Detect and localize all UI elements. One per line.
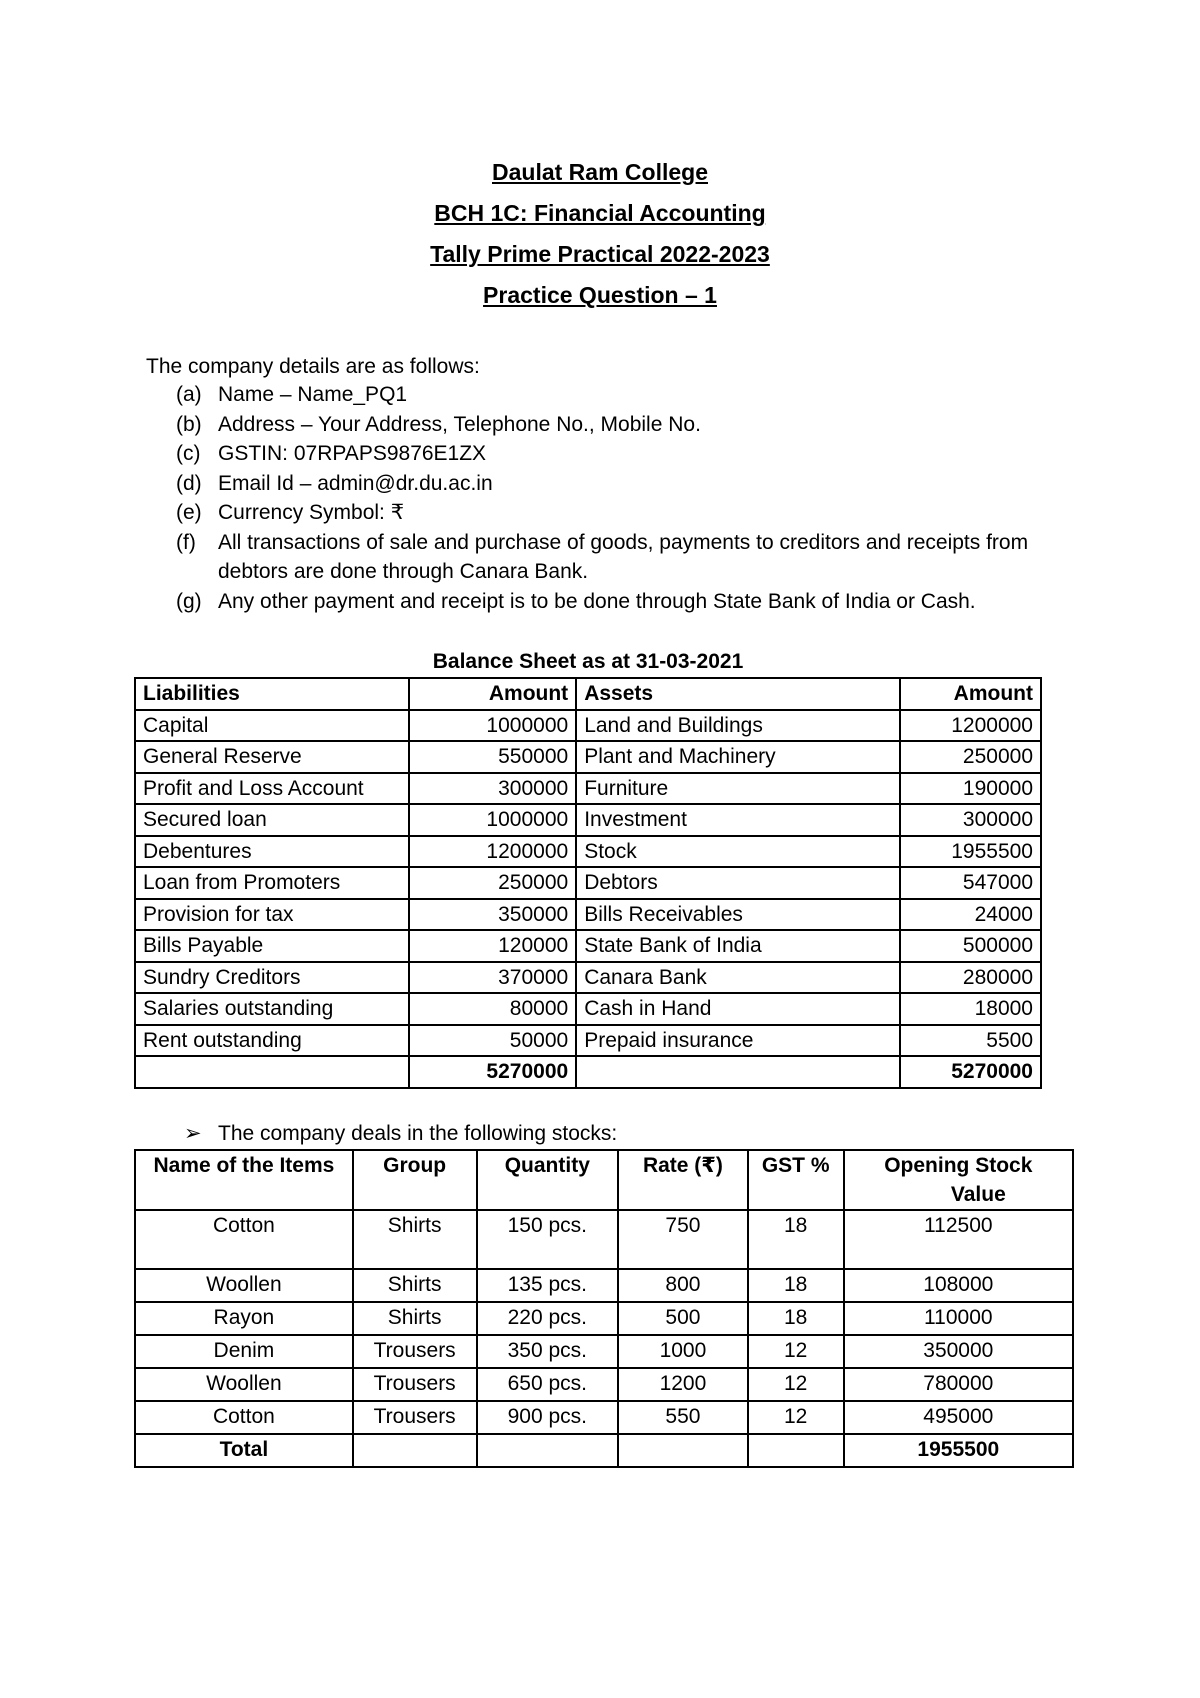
table-row: [135, 1368, 1073, 1401]
header-liabilities: Liabilities: [135, 678, 409, 710]
stock-header-row: [135, 1150, 1073, 1210]
empty-cell: [353, 1434, 477, 1467]
detail-text: Any other payment and receipt is to be done through State Bank of India or Cash.: [218, 589, 976, 613]
empty-cell: [618, 1434, 748, 1467]
header-opening-stock-value: [844, 1150, 1073, 1210]
detail-text: Address – Your Address, Telephone No., Mobile No.: [218, 412, 701, 436]
table-row: [135, 804, 1041, 836]
stock-table: [134, 1149, 1074, 1468]
balance-sheet-title: Balance Sheet as at 31-03-2021: [432, 650, 744, 673]
document-headings: [0, 152, 1200, 316]
liability-amount: 300000: [409, 773, 576, 805]
balance-sheet-table: [134, 677, 1042, 1089]
header-group: Group: [353, 1150, 477, 1210]
table-row: [135, 1269, 1073, 1302]
header-rate: Rate (₹): [618, 1150, 748, 1210]
asset-amount: 547000: [900, 867, 1041, 899]
table-row: [135, 710, 1041, 742]
asset-name: Investment: [576, 804, 900, 836]
item-gst: 18: [748, 1302, 844, 1335]
empty-cell: [135, 1056, 409, 1088]
liability-amount: 1000000: [409, 710, 576, 742]
asset-amount: 5500: [900, 1025, 1041, 1057]
item-quantity: 650 pcs.: [477, 1368, 619, 1401]
item-quantity: 150 pcs.: [477, 1210, 619, 1269]
item-gst: 12: [748, 1335, 844, 1368]
detail-marker: (c): [176, 442, 201, 465]
detail-item: [176, 528, 1046, 587]
total-stock-value: 1955500: [844, 1434, 1073, 1467]
asset-amount: 1200000: [900, 710, 1041, 742]
asset-amount: 24000: [900, 899, 1041, 931]
asset-name: Cash in Hand: [576, 993, 900, 1025]
asset-name: Furniture: [576, 773, 900, 805]
company-details-list: [176, 380, 1046, 616]
asset-name: Stock: [576, 836, 900, 868]
item-value: 780000: [844, 1368, 1073, 1401]
college-title: Daulat Ram College: [492, 159, 708, 185]
liability-amount: 350000: [409, 899, 576, 931]
liability-name: Capital: [135, 710, 409, 742]
header-value-line1: Opening Stock: [884, 1154, 1033, 1177]
company-details-intro: The company details are as follows:: [146, 355, 480, 378]
liability-name: Secured loan: [135, 804, 409, 836]
detail-text: Email Id – admin@dr.du.ac.in: [218, 471, 493, 495]
table-row: [135, 1210, 1073, 1269]
item-quantity: 135 pcs.: [477, 1269, 619, 1302]
total-label: Total: [135, 1434, 353, 1467]
liability-amount: 120000: [409, 930, 576, 962]
header-assets-amount: Amount: [900, 678, 1041, 710]
item-rate: 550: [618, 1401, 748, 1434]
table-row: [135, 836, 1041, 868]
balance-sheet-total-row: [135, 1056, 1041, 1088]
asset-name: Canara Bank: [576, 962, 900, 994]
asset-name: State Bank of India: [576, 930, 900, 962]
stock-intro-text: The company deals in the following stocks:: [218, 1122, 618, 1145]
liability-amount: 50000: [409, 1025, 576, 1057]
liability-amount: 550000: [409, 741, 576, 773]
detail-item: [176, 410, 1046, 440]
detail-marker: (e): [176, 501, 202, 524]
liability-name: Profit and Loss Account: [135, 773, 409, 805]
item-rate: 500: [618, 1302, 748, 1335]
liability-name: Provision for tax: [135, 899, 409, 931]
asset-amount: 280000: [900, 962, 1041, 994]
asset-name: Debtors: [576, 867, 900, 899]
total-liabilities: 5270000: [409, 1056, 576, 1088]
detail-marker: (g): [176, 589, 202, 613]
asset-amount: 300000: [900, 804, 1041, 836]
item-quantity: 900 pcs.: [477, 1401, 619, 1434]
table-row: [135, 773, 1041, 805]
liability-name: General Reserve: [135, 741, 409, 773]
item-group: Shirts: [353, 1210, 477, 1269]
practical-title: Tally Prime Practical 2022-2023: [430, 241, 770, 267]
detail-marker: (b): [176, 412, 202, 436]
liability-name: Debentures: [135, 836, 409, 868]
item-gst: 18: [748, 1269, 844, 1302]
table-row: [135, 993, 1041, 1025]
item-rate: 800: [618, 1269, 748, 1302]
asset-amount: 250000: [900, 741, 1041, 773]
header-liabilities-amount: Amount: [409, 678, 576, 710]
asset-amount: 18000: [900, 993, 1041, 1025]
item-quantity: 220 pcs.: [477, 1302, 619, 1335]
liability-name: Rent outstanding: [135, 1025, 409, 1057]
stock-intro: [184, 1121, 617, 1147]
header-value-line2: Value: [950, 1183, 1006, 1206]
arrow-bullet-icon: ➢: [184, 1122, 202, 1145]
item-group: Trousers: [353, 1368, 477, 1401]
empty-cell: [576, 1056, 900, 1088]
item-group: Trousers: [353, 1335, 477, 1368]
liability-amount: 1200000: [409, 836, 576, 868]
detail-marker: (f): [176, 530, 196, 554]
liability-amount: 370000: [409, 962, 576, 994]
header-quantity: Quantity: [477, 1150, 619, 1210]
asset-name: Prepaid insurance: [576, 1025, 900, 1057]
table-row: [135, 1025, 1041, 1057]
liability-amount: 250000: [409, 867, 576, 899]
detail-marker: (d): [176, 471, 202, 495]
asset-amount: 190000: [900, 773, 1041, 805]
liability-name: Bills Payable: [135, 930, 409, 962]
item-group: Trousers: [353, 1401, 477, 1434]
balance-sheet-header-row: [135, 678, 1041, 710]
item-rate: 1000: [618, 1335, 748, 1368]
item-quantity: 350 pcs.: [477, 1335, 619, 1368]
total-assets: 5270000: [900, 1056, 1041, 1088]
detail-item: [176, 439, 1046, 469]
item-rate: 1200: [618, 1368, 748, 1401]
table-row: [135, 867, 1041, 899]
header-item-name: Name of the Items: [135, 1150, 353, 1210]
liability-name: Salaries outstanding: [135, 993, 409, 1025]
liability-amount: 80000: [409, 993, 576, 1025]
detail-item: [176, 469, 1046, 499]
asset-name: Bills Receivables: [576, 899, 900, 931]
item-group: Shirts: [353, 1269, 477, 1302]
item-gst: 18: [748, 1210, 844, 1269]
detail-item: [176, 498, 1046, 528]
empty-cell: [477, 1434, 619, 1467]
item-name: Woollen: [135, 1368, 353, 1401]
stock-total-row: [135, 1434, 1073, 1467]
question-title: Practice Question – 1: [483, 282, 717, 308]
header-gst: GST %: [748, 1150, 844, 1210]
detail-text: All transactions of sale and purchase of goods, payments to creditors and receipts from debtors are done through Canara Bank.: [218, 530, 1029, 583]
liability-amount: 1000000: [409, 804, 576, 836]
item-value: 108000: [844, 1269, 1073, 1302]
liability-name: Loan from Promoters: [135, 867, 409, 899]
table-row: [135, 1335, 1073, 1368]
table-row: [135, 930, 1041, 962]
table-row: [135, 741, 1041, 773]
detail-text: GSTIN: 07RPAPS9876E1ZX: [218, 442, 487, 465]
item-name: Rayon: [135, 1302, 353, 1335]
asset-amount: 1955500: [900, 836, 1041, 868]
detail-text: Name – Name_PQ1: [218, 383, 408, 406]
table-row: [135, 899, 1041, 931]
table-row: [135, 1302, 1073, 1335]
header-assets: Assets: [576, 678, 900, 710]
asset-name: Land and Buildings: [576, 710, 900, 742]
item-name: Denim: [135, 1335, 353, 1368]
item-value: 495000: [844, 1401, 1073, 1434]
item-value: 350000: [844, 1335, 1073, 1368]
detail-marker: (a): [176, 383, 202, 406]
item-name: Cotton: [135, 1401, 353, 1434]
item-gst: 12: [748, 1401, 844, 1434]
asset-name: Plant and Machinery: [576, 741, 900, 773]
item-name: Woollen: [135, 1269, 353, 1302]
table-row: [135, 1401, 1073, 1434]
empty-cell: [748, 1434, 844, 1467]
course-title: BCH 1C: Financial Accounting: [434, 200, 766, 226]
liability-name: Sundry Creditors: [135, 962, 409, 994]
detail-text: Currency Symbol: ₹: [218, 501, 405, 524]
item-group: Shirts: [353, 1302, 477, 1335]
item-name: Cotton: [135, 1210, 353, 1269]
table-row: [135, 962, 1041, 994]
item-rate: 750: [618, 1210, 748, 1269]
detail-item: [176, 587, 1046, 617]
detail-item: [176, 380, 1046, 410]
item-gst: 12: [748, 1368, 844, 1401]
asset-amount: 500000: [900, 930, 1041, 962]
item-value: 112500: [844, 1210, 1073, 1269]
item-value: 110000: [844, 1302, 1073, 1335]
